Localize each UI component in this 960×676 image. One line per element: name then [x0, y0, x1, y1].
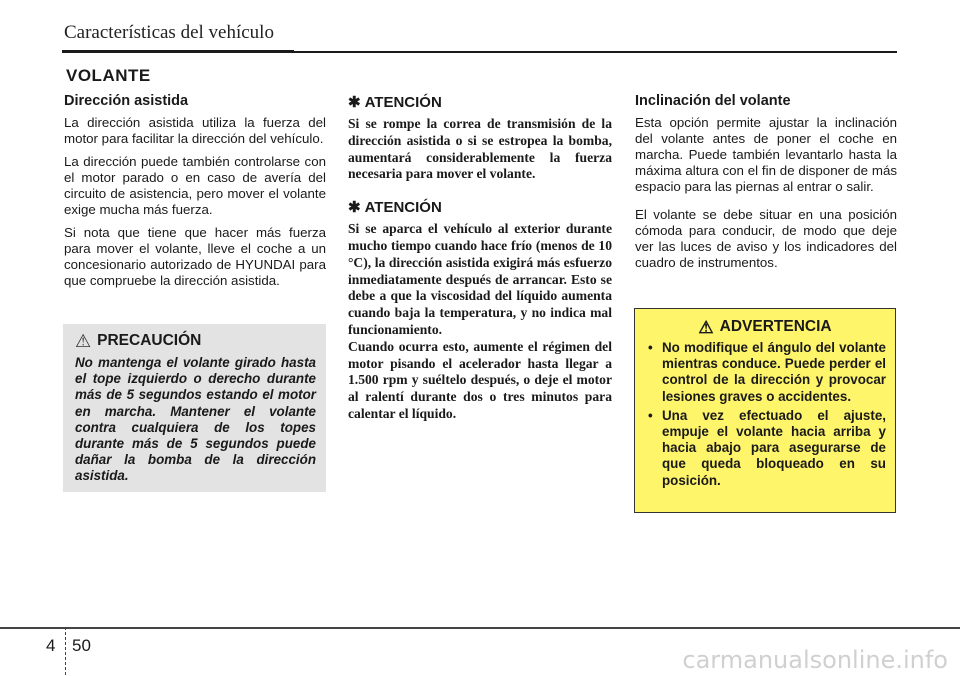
power-steering-heading: Dirección asistida: [64, 93, 189, 109]
warning-item: • Una vez efectuado el ajuste, empuje el volante hacia arriba y hacia abajo para asegurarse de que queda bloqueado en su posición.: [644, 408, 886, 489]
warning-triangle-icon: ⚠: [75, 331, 92, 351]
paragraph: Esta opción permite ajustar la inclinación del volante antes de poner el coche en marcha. Puede también levantarlo hasta la máxima altura con el fin de disponer de más espacio para las piernas al entrar o salir.: [635, 115, 897, 194]
warning-item: • No modifique el ángulo del volante mientras conduce. Puede perder el control de la dirección y provocar lesiones graves o accidentes.: [644, 340, 886, 405]
header-rule-thin: [294, 51, 897, 53]
attention-title: ATENCIÓN: [364, 198, 442, 216]
column-middle: [348, 93, 612, 423]
caution-text: No mantenga el volante girado hasta el tope izquierdo o derecho durante más de 5 segundos estando el motor en marcha. Mantener el volante contra cualquiera de los topes durante más de 5 segundos puede dañar la bomba de la dirección asistida.: [75, 355, 316, 484]
attention-title: ATENCIÓN: [364, 93, 442, 111]
footer-divider: [65, 627, 66, 675]
warning-triangle-icon: ⚠: [698, 317, 714, 337]
header-rule-thick: [62, 50, 294, 53]
asterisk-icon: ✱: [348, 199, 361, 217]
warning-title: ADVERTENCIA: [719, 318, 832, 335]
header-title: Características del vehículo: [64, 22, 274, 43]
tilt-steering-heading: Inclinación del volante: [635, 93, 791, 109]
section-title: VOLANTE: [66, 66, 151, 85]
warning-box: [634, 308, 896, 513]
footer-rule: [0, 627, 960, 629]
section-number: 4: [46, 636, 56, 655]
paragraph: La dirección puede también controlarse con el motor parado o en caso de avería del circuito de asistencia, pero mover el volante exige mucha más fuerza.: [64, 154, 326, 217]
attention-text: Si se aparca el vehículo al exterior durante mucho tiempo cuando hace frío (menos de 10 °C), la dirección asistida exigirá más esfuerzo inmediatamente después de arrancar. Esto se debe a que la viscosidad del líquido aumenta cuando baja la temperatura, y no indica mal funcionamiento.: [348, 221, 612, 337]
caution-title: PRECAUCIÓN: [97, 332, 202, 349]
watermark: carmanualsonline.info: [682, 646, 948, 674]
attention-text-continued: Cuando ocurra esto, aumente el régimen del motor pisando el acelerador hasta llegar a 1.500 rpm y suéltelo después, o deje el motor al ralentí durante dos o tres minutos para calentar el líquido.: [348, 338, 612, 421]
caution-box: [63, 324, 326, 492]
asterisk-icon: ✱: [348, 94, 361, 111]
column-right: [635, 93, 897, 278]
column-left: [64, 93, 326, 296]
attention-text: Si se rompe la correa de transmisión de la dirección asistida o si se estropea la bomba, aumentará considerablemente la fuerza necesaria para mover el volante.: [348, 116, 612, 182]
warning-list: [644, 340, 886, 489]
paragraph: El volante se debe situar en una posición cómoda para conducir, de modo que deje ver las luces de aviso y los indicadores del cuadro de instrumentos.: [635, 207, 897, 270]
page-number: 50: [72, 636, 91, 655]
paragraph: La dirección asistida utiliza la fuerza del motor para facilitar la dirección del vehículo.: [64, 115, 326, 146]
paragraph: Si nota que tiene que hacer más fuerza para mover el volante, lleve el coche a un concesionario autorizado de HYUNDAI para que compruebe la dirección asistida.: [64, 225, 326, 288]
